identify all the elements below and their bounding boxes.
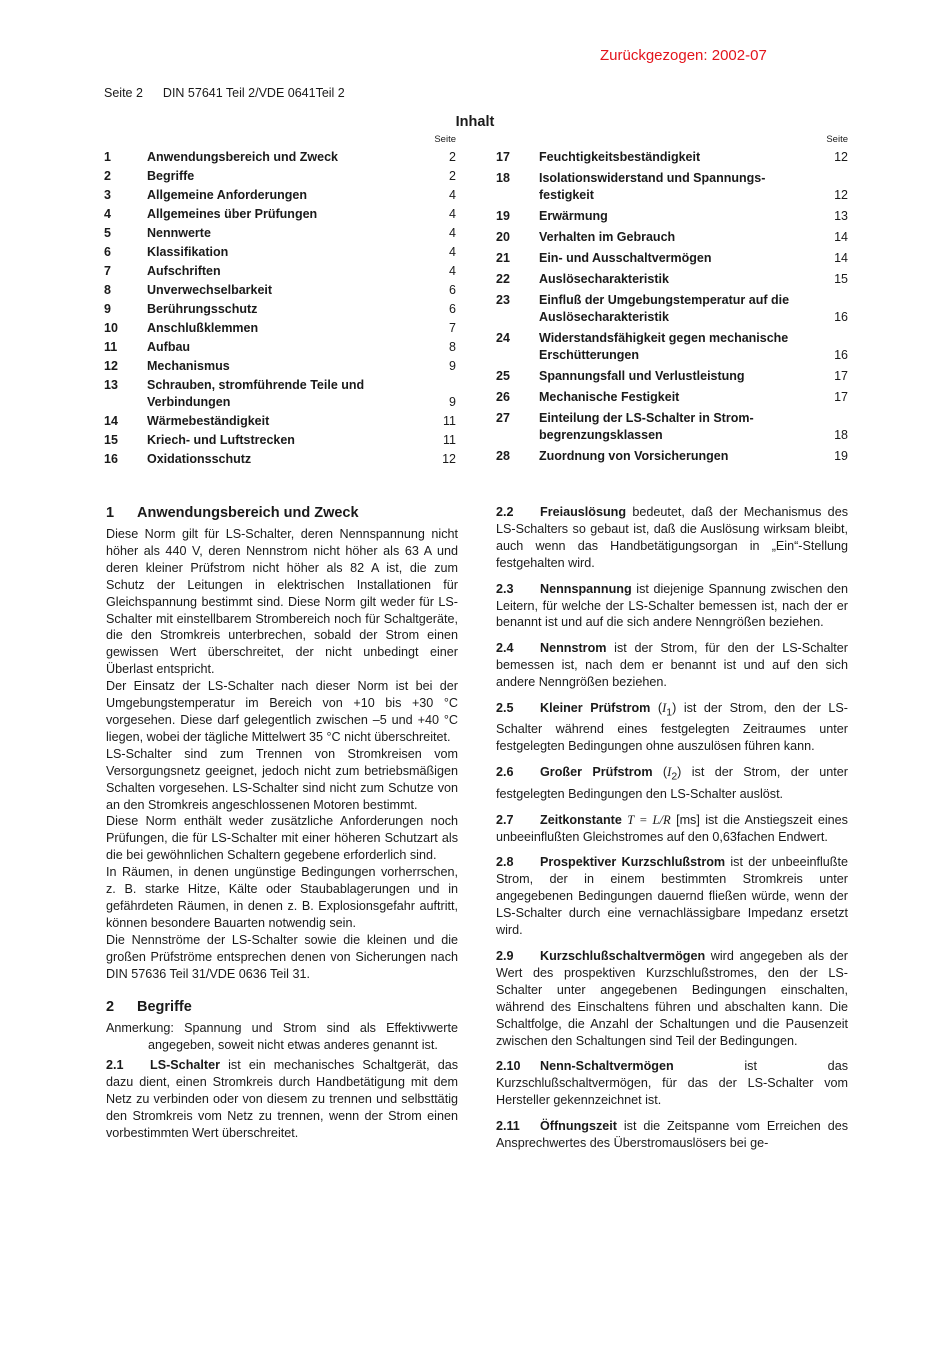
definition-term: Großer Prüfstrom (540, 765, 653, 780)
toc-entry-page: 4 (449, 188, 456, 202)
toc-entry-title: Allgemeines über Prüfungen (147, 207, 318, 221)
toc-entry-title: Auslösecharakteristik (539, 272, 669, 286)
toc-entry-title: Berührungsschutz (147, 302, 258, 316)
math-subscript: 2 (671, 770, 678, 783)
toc-entry-number: 26 (496, 390, 510, 404)
toc-entry-page: 16 (834, 310, 848, 324)
toc-entry (496, 368, 848, 385)
toc-entry (496, 448, 848, 465)
definition-text: ist der Strom, der unter festgelegten Bedingungen den LS-Schalter auslöst. (496, 765, 848, 801)
toc-entry (104, 358, 456, 375)
toc-entry (104, 225, 456, 242)
math-symbol: I (667, 765, 672, 780)
toc-entry-page: 18 (834, 428, 848, 442)
toc-entry-number: 23 (496, 293, 510, 307)
toc-entry-page: 2 (449, 150, 456, 164)
definition-text: ist die Anstiegszeit eines unbeeinflußten Gleichstromes auf den 0,63fachen Endwert. (496, 812, 848, 844)
toc-entry-number: 25 (496, 369, 510, 383)
definition-2-4 (496, 640, 848, 691)
toc-entry-page: 11 (443, 414, 456, 428)
body-paragraph: Diese Norm enthält weder zusätzliche Anforderungen noch Prüfungen, die für LS-Schalter mit einer höheren Schutzart als die bei gewöhnlichen Schaltern gegebene erforderlich sind. (106, 814, 458, 863)
toc-entry-page: 14 (834, 251, 848, 265)
toc-entry-number: 16 (104, 452, 118, 466)
toc-entry-title: Oxidationsschutz (147, 452, 252, 466)
toc-entry (104, 301, 456, 318)
toc-entry (104, 320, 456, 337)
toc-page-column-label: Seite (826, 134, 848, 145)
definition-text: ist diejenige Spannung zwischen den Leitern, für welche der LS-Schalter bemessen ist, nach der er benannt ist und auf die sich andere Nenngrößen beziehen. (496, 581, 848, 630)
toc-entry-title: Widerstandsfähigkeit gegen mechanische Erschütterungen (539, 331, 789, 362)
definition-2-5: 2.5 Kleiner Prüfstrom $(I_1)$ ist der Strom, den der LS-Schalter während eines festgelegten Zeitraumes unter festgelegten Bedingungen ohne auszulösen führen kann. (496, 701, 848, 754)
definition-text: ist das Kurzschlußschaltvermögen, für das der LS-Schalter vom Hersteller gekennzeichnet ist. (496, 1059, 848, 1108)
toc-entry-page: 8 (449, 340, 456, 354)
definition-text: ist ein mechanisches Schaltgerät, das dazu dient, einen Stromkreis durch Handbetätigung mit dem Netz zu verbinden oder von diesem zu trennen und selbsttätig den Stromkreis vom Netz zu trennen, wenn der Strom einen vorbestimmten Wert überschreitet. (106, 1058, 458, 1140)
definition-number: 2.2 (496, 505, 514, 519)
definition-text: bedeutet, daß der Mechanismus des LS-Schalters so gebaut ist, daß die Auslösung wirksam bleibt, auch wenn das Handbetätigungsorgan in „Ein“-Stellung festgehalten wird. (496, 505, 848, 570)
toc-entry-number: 6 (104, 245, 111, 259)
body-paragraph: Der Einsatz der LS-Schalter nach dieser Norm ist bei der Umgebungstemperatur im Bereich von +10 bis +30 °C vorgesehen. Diese darf gelegentlich zwischen –5 und +40 °C liegen, wobei der tägliche Mittelwert 35 °C nicht überschreitet. (106, 679, 458, 744)
section-2-heading: 2 Begriffe (106, 999, 192, 1016)
toc-entry-title: Klassifikation (147, 245, 229, 259)
toc-entry (496, 410, 848, 444)
toc-entry-page: 6 (449, 283, 456, 297)
toc-entry (104, 432, 456, 449)
toc-entry-title: Schrauben, stromführende Teile und Verbindungen (147, 378, 365, 409)
toc-entry-page: 17 (834, 369, 848, 383)
definition-term: Kurzschlußschaltvermögen (540, 948, 706, 963)
definition-term: Kleiner Prüfstrom (540, 701, 651, 716)
definition-number: 2.9 (496, 948, 514, 963)
toc-entry-number: 24 (496, 331, 510, 345)
toc-entry (104, 149, 456, 166)
toc-entry-number: 9 (104, 302, 111, 316)
toc-entry (104, 413, 456, 430)
toc-entry-number: 2 (104, 169, 111, 183)
toc-entry-title: Kriech- und Luftstrecken (147, 433, 295, 447)
definition-term: Öffnungszeit (540, 1119, 617, 1134)
toc-entry-title: Mechanismus (147, 359, 230, 373)
definition-2-9 (496, 948, 848, 1049)
toc-entry-title: Isolationswiderstand und Spannungs-festigkeit (539, 171, 766, 202)
right-text-column (496, 504, 848, 1161)
toc-entry (104, 206, 456, 223)
definition-2-3 (496, 581, 848, 632)
toc-entry (104, 377, 456, 411)
unit: [ms] (670, 812, 700, 827)
toc-entry (104, 339, 456, 356)
toc-entry-page: 11 (443, 433, 456, 447)
definition-term: Nennspannung (540, 581, 632, 596)
toc-entry (496, 170, 848, 204)
standard-id: DIN 57641 Teil 2/VDE 0641Teil 2 (162, 86, 345, 100)
toc-entry-page: 16 (834, 348, 848, 362)
definition-term: Freiauslösung (540, 505, 627, 519)
definition-number: 2.1 (106, 1058, 124, 1073)
toc-entry-page: 9 (449, 395, 456, 409)
toc-entry-title: Feuchtigkeitsbeständigkeit (539, 150, 701, 164)
running-head (104, 86, 345, 100)
toc-entry-title: Allgemeine Anforderungen (147, 188, 307, 202)
math-formula: T = L/R (627, 812, 671, 827)
toc-entry-title: Anwendungsbereich und Zweck (147, 150, 338, 164)
toc-entry-page: 19 (834, 449, 848, 463)
toc-entry-title: Begriffe (147, 169, 195, 183)
section-2-note: Anmerkung: Spannung und Strom sind als Effektivwerte angegeben, soweit nicht etwas anderes genannt ist. (106, 1021, 458, 1053)
toc-entry-title: Unverwechselbarkeit (147, 283, 273, 297)
toc-entry (104, 451, 456, 468)
toc-entry-number: 22 (496, 272, 510, 286)
withdrawn-notice: Zurückgezogen: 2002-07 (600, 47, 767, 64)
toc-entry-number: 11 (104, 340, 118, 354)
toc-entry-page: 9 (449, 359, 456, 373)
definition-text: ist der Strom, für den der LS-Schalter bemessen ist, nach dem er benannt ist und auf den sich andere Nenngrößen beziehen. (496, 641, 848, 690)
toc-entry-number: 3 (104, 188, 111, 202)
toc-right-column (496, 134, 848, 469)
definition-text: ist die Zeitspanne vom Erreichen des Ansprechwertes des Überstromauslösers bei ge- (496, 1119, 848, 1151)
definition-number: 2.8 (496, 855, 514, 870)
math-symbol: I (662, 701, 667, 716)
toc-entry (496, 389, 848, 406)
toc-entry-number: 21 (496, 251, 510, 265)
toc-left-column (104, 134, 456, 470)
toc-entry-title: Spannungsfall und Verlustleistung (539, 369, 745, 383)
toc-page-column-label: Seite (434, 134, 456, 145)
definition-number: 2.4 (496, 641, 514, 656)
toc-entry-number: 15 (104, 433, 118, 447)
toc-entry-number: 10 (104, 321, 118, 335)
toc-entry-page: 12 (442, 452, 456, 466)
toc-entry (496, 229, 848, 246)
toc-entry (104, 244, 456, 261)
definition-2-6: 2.6 Großer Prüfstrom $(I_2)$ ist der Strom, der unter festgelegten Bedingungen den LS-Schalter auslöst. (496, 765, 848, 801)
body-paragraph: Diese Norm gilt für LS-Schalter, deren Nennspannung nicht höher als 440 V, deren Nennstrom nicht höher als 63 A und deren kleiner Prüfstrom nicht höher als 82 A ist, die zum Schutz der Leitungen in elektrischen Installationen für Gleichspannung bestimmt sind. Diese Norm gilt weder für LS-Schalter mit einstellbarem Strombereich noch für Schaltgeräte, die den Stromkreis unterbrechen, sobald der Strom einen gewissen Wert überschreitet, der nicht unbedingt einer Überlast entspricht. (106, 527, 458, 677)
toc-entry-page: 7 (449, 321, 456, 335)
toc-entry-title: Einteilung der LS-Schalter in Strom-begrenzungsklassen (539, 411, 754, 442)
toc-entry-number: 20 (496, 230, 510, 244)
page-label: Seite 2 (104, 86, 143, 100)
body-paragraph: In Räumen, in denen ungünstige Bedingungen vorherrschen, z. B. starke Hitze, Kälte oder Staubablagerungen und in gefährdeten Räumen, in denen z. B. Explosionsgefahr auftritt, können besondere Bauarten notwendig sein. (106, 865, 458, 930)
toc-entry-number: 18 (496, 171, 510, 185)
toc-entry-page: 13 (834, 209, 848, 223)
toc-entry (104, 263, 456, 280)
definition-number: 2.10 (496, 1059, 521, 1074)
toc-entry-page: 4 (449, 226, 456, 240)
toc-entry-title: Zuordnung von Vorsicherungen (539, 449, 729, 463)
definition-term: Nennstrom (540, 641, 607, 656)
toc-entry (104, 168, 456, 185)
toc-entry-title: Verhalten im Gebrauch (539, 230, 676, 244)
toc-entry-number: 14 (104, 414, 118, 428)
definition-number: 2.7 (496, 812, 514, 827)
toc-entry-number: 5 (104, 226, 111, 240)
toc-entry-page: 12 (834, 188, 848, 202)
definition-text: ist der unbeeinflußte Strom, der in einem bestimmten Stromkreis unter angegebenen Bedingungen dauernd fließen würde, wenn der LS-Schalter durch eine vernachlässigbare Impedanz ersetzt wird. (496, 855, 848, 938)
toc-entry (104, 282, 456, 299)
toc-entry-title: Nennwerte (147, 226, 211, 240)
toc-entry-number: 12 (104, 359, 118, 373)
toc-entry-number: 17 (496, 150, 510, 164)
toc-entry-page: 6 (449, 302, 456, 316)
toc-entry-page: 14 (834, 230, 848, 244)
toc-entry-number: 28 (496, 449, 510, 463)
toc-entry-title: Erwärmung (539, 209, 608, 223)
toc-entry-number: 7 (104, 264, 111, 278)
toc-entry (496, 208, 848, 225)
definition-number: 2.3 (496, 581, 514, 596)
toc-entry-page: 15 (834, 272, 848, 286)
definition-term: Prospektiver Kurzschlußstrom (540, 855, 726, 870)
toc-entry (496, 271, 848, 288)
toc-entry-number: 8 (104, 283, 111, 297)
definition-2-8 (496, 854, 848, 939)
definition-2-1 (106, 1057, 458, 1142)
definition-text: ist der Strom, den der LS-Schalter während eines festgelegten Zeitraumes unter festgelegten Bedingungen ohne auszulösen führen kann. (496, 701, 848, 754)
toc-entry-title: Wärmebeständigkeit (147, 414, 270, 428)
toc-entry-title: Ein- und Ausschaltvermögen (539, 251, 712, 265)
toc-entry (496, 149, 848, 166)
definition-2-11 (496, 1118, 848, 1152)
toc-entry (496, 330, 848, 364)
definition-text: wird angegeben als der Wert des prospektiven Kurzschlußstromes, den der LS-Schalter unter angegebenen Bedingungen einschalten, während des Einschaltens führen und abschalten kann. Die Schaltfolge, die Anzahl der Schaltungen und die Pausenzeit zwischen den Schaltungen sind Teil der Bedingungen. (496, 948, 848, 1048)
body-paragraph: Die Nennströme der LS-Schalter sowie die kleinen und die großen Prüfströme entsprechen denen von Sicherungen nach DIN 57636 Teil 31/VDE 0636 Teil 31. (106, 932, 458, 981)
toc-title: Inhalt (455, 114, 495, 130)
toc-entry-number: 27 (496, 411, 510, 425)
toc-entry-number: 1 (104, 150, 111, 164)
toc-entry-title: Aufschriften (147, 264, 221, 278)
toc-entry-title: Einfluß der Umgebungstemperatur auf die Auslösecharakteristik (539, 293, 790, 324)
definition-2-2 (496, 504, 848, 572)
definition-number: 2.11 (496, 1119, 520, 1134)
toc-entry-title: Anschlußklemmen (147, 321, 259, 335)
math-subscript: 1 (666, 706, 673, 719)
section-1-heading: 1 Anwendungsbereich und Zweck (106, 505, 359, 521)
definition-term: Nenn-Schaltvermögen (540, 1059, 674, 1074)
toc-entry-title: Mechanische Festigkeit (539, 390, 680, 404)
toc-entry-page: 4 (449, 245, 456, 259)
toc-entry-number: 4 (104, 207, 111, 221)
definition-term: Zeitkonstante (540, 812, 622, 827)
toc-entry (104, 187, 456, 204)
toc-entry-page: 12 (834, 150, 848, 164)
toc-entry-page: 4 (449, 207, 456, 221)
toc-entry-page: 2 (449, 169, 456, 183)
toc-entry (496, 292, 848, 326)
toc-entry (496, 250, 848, 267)
toc-entry-number: 13 (104, 378, 118, 392)
definition-2-7 (496, 812, 848, 846)
toc-entry-page: 4 (449, 264, 456, 278)
left-text-column (106, 504, 458, 1151)
definition-number: 2.5 (496, 701, 514, 716)
body-paragraph: LS-Schalter sind zum Trennen von Stromkreisen vom Versorgungsnetz geeignet, jedoch nicht zum betriebsmäßigen Schalten vorgesehen. LS-Schalter sind nicht zum Schutze von an den Stromkreis angeschlossenen Motoren bestimmt. (106, 746, 458, 812)
toc-entry-page: 17 (834, 390, 848, 404)
definition-2-10 (496, 1058, 848, 1109)
toc-entry-number: 19 (496, 209, 510, 223)
toc-entry-title: Aufbau (147, 340, 191, 354)
definition-number: 2.6 (496, 765, 514, 780)
definition-term: LS-Schalter (150, 1058, 220, 1073)
